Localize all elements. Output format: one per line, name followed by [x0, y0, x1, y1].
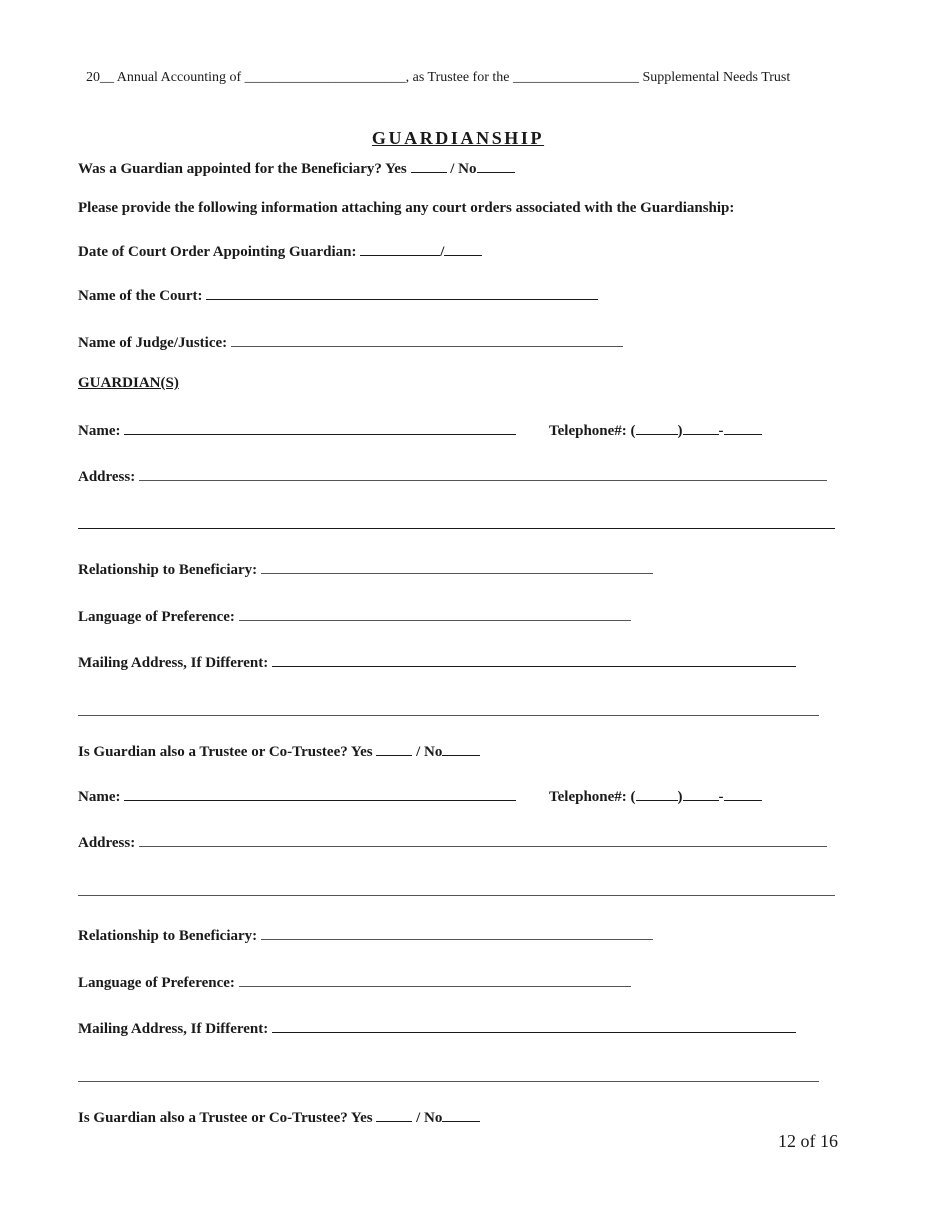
guardian-2-address-field[interactable] — [139, 832, 827, 847]
court-date-row — [78, 241, 482, 261]
court-name-label: Name of the Court: — [78, 288, 203, 304]
court-name-field[interactable] — [206, 285, 598, 300]
guardian-1-phone-row — [549, 420, 762, 440]
guardian-2-phone-area-field[interactable] — [636, 786, 678, 801]
guardian-appointed-question: Was a Guardian appointed for the Beneficiary? Yes — [78, 161, 407, 177]
mailing-label: Mailing Address, If Different: — [78, 1021, 269, 1037]
judge-name-row — [78, 332, 623, 352]
address-label: Address: — [78, 469, 136, 485]
guardian-1-name-field[interactable] — [124, 420, 516, 435]
guardian-2-trustee-yes-field[interactable] — [376, 1107, 412, 1122]
guardian-2-mailing-row — [78, 1018, 796, 1038]
guardian-2-phone-line-field[interactable] — [724, 786, 762, 801]
section-heading-guardians: GUARDIAN(S) — [78, 375, 179, 391]
guardian-appointed-no-label: / No — [450, 161, 477, 177]
language-label: Language of Preference: — [78, 609, 235, 625]
court-date-separator: / — [440, 244, 445, 260]
guardian-1-relationship-field[interactable] — [261, 559, 653, 574]
guardian-2-phone-row — [549, 786, 762, 806]
guardian-1-language-row — [78, 606, 631, 626]
phone-paren: ) — [677, 789, 683, 805]
guardian-name-label: Name: — [78, 423, 121, 439]
relationship-label: Relationship to Beneficiary: — [78, 562, 258, 578]
guardian-1-mailing-field[interactable] — [272, 652, 796, 667]
phone-dash: - — [718, 789, 724, 805]
address-label: Address: — [78, 835, 136, 851]
guardian-2-mailing-field[interactable] — [272, 1018, 796, 1033]
language-label: Language of Preference: — [78, 975, 235, 991]
guardian-2-address-line-2[interactable] — [78, 895, 835, 896]
phone-label: Telephone#: ( — [549, 789, 636, 805]
guardian-2-relationship-row — [78, 925, 653, 945]
page-header: 20__ Annual Accounting of _______________________, as Trustee for the __________________ Supplemental Needs Trust — [86, 70, 791, 85]
guardian-1-name-row — [78, 420, 516, 440]
guardian-1-address-field[interactable] — [139, 466, 827, 481]
guardian-1-trustee-row — [78, 741, 480, 761]
guardian-name-label: Name: — [78, 789, 121, 805]
guardian-2-name-field[interactable] — [124, 786, 516, 801]
guardian-1-mailing-line-2[interactable] — [78, 715, 819, 716]
page-title: GUARDIANSHIP — [371, 128, 545, 148]
judge-name-field[interactable] — [231, 332, 623, 347]
guardian-1-address-row — [78, 466, 827, 486]
relationship-label: Relationship to Beneficiary: — [78, 928, 258, 944]
phone-label: Telephone#: ( — [549, 423, 636, 439]
phone-paren: ) — [677, 423, 683, 439]
guardian-1-language-field[interactable] — [239, 606, 631, 621]
phone-dash: - — [718, 423, 724, 439]
guardian-1-trustee-yes-field[interactable] — [376, 741, 412, 756]
instructions-text: Please provide the following information attaching any court orders associated with the Guardianship: — [78, 200, 735, 216]
page-number: 12 of 16 — [778, 1131, 838, 1151]
guardian-appointed-yes-field[interactable] — [411, 158, 447, 173]
trustee-no-label: / No — [416, 1110, 443, 1126]
guardian-2-mailing-line-2[interactable] — [78, 1081, 819, 1082]
mailing-label: Mailing Address, If Different: — [78, 655, 269, 671]
guardian-2-relationship-field[interactable] — [261, 925, 653, 940]
trustee-no-label: / No — [416, 744, 443, 760]
guardian-2-name-row — [78, 786, 516, 806]
guardian-2-trustee-no-field[interactable] — [442, 1107, 480, 1122]
trustee-question: Is Guardian also a Trustee or Co-Trustee? Yes — [78, 1110, 373, 1126]
guardian-2-trustee-row — [78, 1107, 480, 1127]
guardian-1-relationship-row — [78, 559, 653, 579]
guardian-appointed-row — [78, 158, 515, 178]
guardian-2-language-row — [78, 972, 631, 992]
guardian-1-trustee-no-field[interactable] — [442, 741, 480, 756]
judge-name-label: Name of Judge/Justice: — [78, 335, 228, 351]
guardian-2-address-row — [78, 832, 827, 852]
guardian-1-mailing-row — [78, 652, 796, 672]
guardian-1-phone-line-field[interactable] — [724, 420, 762, 435]
court-date-month-field[interactable] — [360, 241, 440, 256]
guardian-1-phone-prefix-field[interactable] — [683, 420, 719, 435]
guardian-1-phone-area-field[interactable] — [636, 420, 678, 435]
court-date-label: Date of Court Order Appointing Guardian: — [78, 244, 357, 260]
court-date-year-field[interactable] — [444, 241, 482, 256]
guardian-appointed-no-field[interactable] — [477, 158, 515, 173]
guardian-2-phone-prefix-field[interactable] — [683, 786, 719, 801]
trustee-question: Is Guardian also a Trustee or Co-Trustee? Yes — [78, 744, 373, 760]
guardian-1-address-line-2[interactable] — [78, 528, 835, 529]
guardian-2-language-field[interactable] — [239, 972, 631, 987]
court-name-row — [78, 285, 598, 305]
